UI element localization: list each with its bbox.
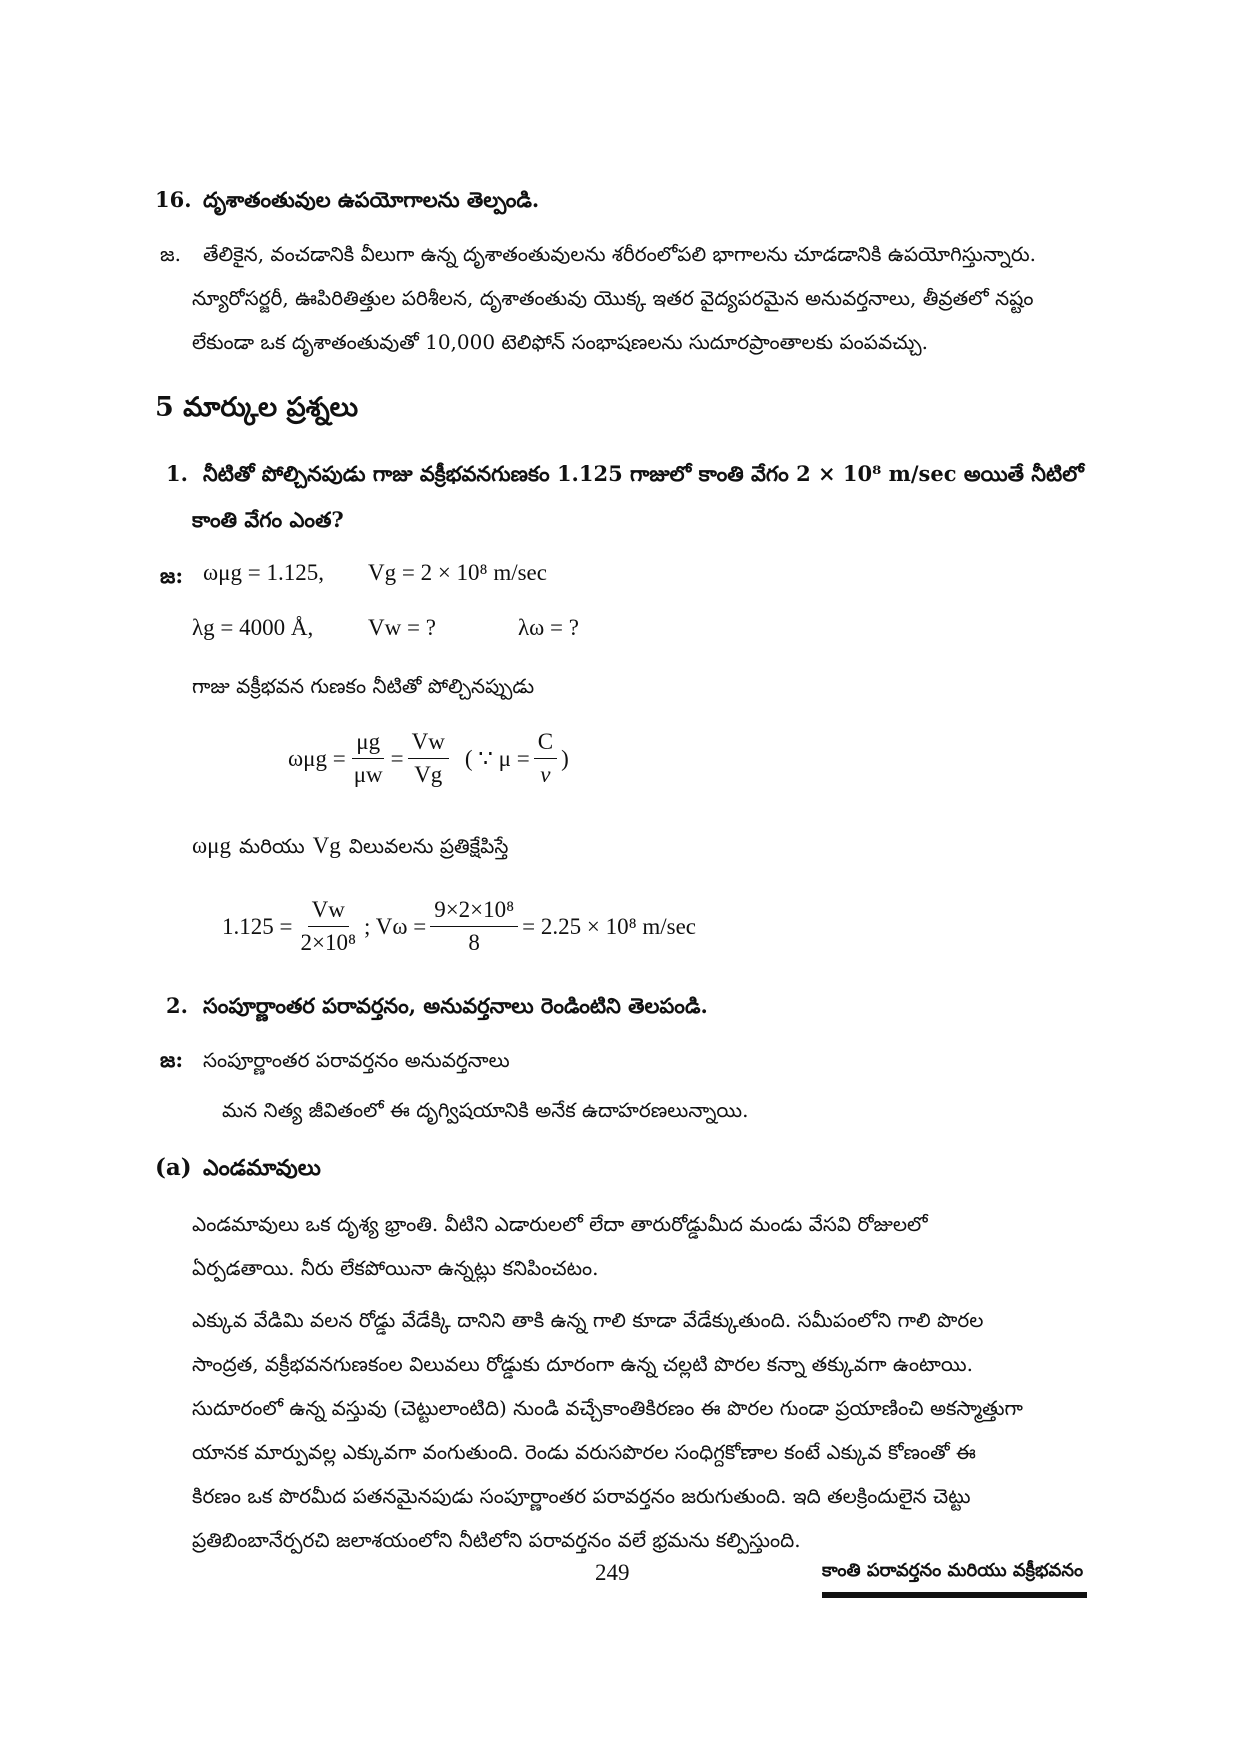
- sub-a-para1-line2: ఏర్పడతాయి. నీరు లేకపోయినా ఉన్నట్లు కనిపించటం.: [192, 1256, 599, 1280]
- eq1-equals: =: [390, 745, 404, 771]
- eq1-fraction-c-den: v: [540, 762, 551, 787]
- q16-question: దృశాతంతువుల ఉపయోగాలను తెల్పండి.: [203, 187, 540, 212]
- sub-a-para2-line1: ఎక్కువ వేడిమి వలన రోడ్డు వేడేక్కి దానిని తాకి ఉన్న గాలి కూడా వేడేక్కుతుంది. సమీపంలోని గాలి పొరల: [192, 1308, 984, 1332]
- q1-line1: నీటితో పోల్చినపుడు గాజు వక్రీభవనగుణకం 1.125 గాజులో కాంతి వేగం 2 × 10⁸ m/sec అయితే నీటిలో: [203, 461, 1084, 486]
- sub-a-para1-line1: ఎండమావులు ఒక దృశ్య భ్రాంతి. వీటిని ఎడారులలో లేదా తారురోడ్డుమీద మండు వేసవి రోజులలో: [192, 1212, 928, 1236]
- q1-number: 1.: [166, 461, 188, 486]
- sub-a-para2-line2: సాంద్రత, వక్రీభవనగుణకంల విలువలు రోడ్డుకు దూరంగా ఉన్న చల్లటి పొరల కన్నా తక్కువగా ఉంటాయి.: [192, 1352, 973, 1376]
- q2-answer-line1: సంపూర్ణాంతర పరావర్తనం అనువర్తనాలు: [203, 1048, 510, 1072]
- eq2-fraction-vw-num: Vw: [308, 896, 349, 927]
- equation-water-speed: [222, 896, 696, 957]
- sub-a-para2-line5: కిరణం ఒక పొరమీద పతనమైనపుడు సంపూర్ణాంతర పరావర్తనం జరుగుతుంది. ఇది తలక్రిందులైన చెట్టు: [192, 1484, 971, 1508]
- q16-answer-line3: లేకుండా ఒక దృశాతంతువుతో 10,000 టెలిఫోన్ సంభాషణలను సుదూరప్రాంతాలకు పంపవచ్చు.: [192, 330, 928, 354]
- q2-answer-label: జ:: [160, 1047, 184, 1072]
- sub-a-para2-line4: యానక మార్పువల్ల ఎక్కువగా వంగుతుంది. రెండు వరుసపొరల సంధిగ్దకోణాల కంటే ఎక్కువ కోణంతో ఈ: [192, 1440, 976, 1464]
- q1-sub-symbol-v: Vg: [312, 833, 341, 858]
- eq1-fraction-mu-num: μg: [352, 728, 384, 759]
- eq1-paren-close: ): [561, 745, 569, 771]
- q16-answer-line2: న్యూరోసర్జరీ, ఊపిరితిత్తుల పరిశీలన, దృశాతంతువు యొక్క ఇతర వైద్యపరమైన అనువర్తనాలు, తీవ్రతలో నష్టం: [192, 286, 1034, 310]
- q1-text-compare: గాజు వక్రీభవన గుణకం నీటితో పోల్చినప్పుడు: [192, 674, 535, 698]
- eq1-fraction-v: [408, 728, 449, 789]
- eq2-fraction-calc-num: 9×2×10⁸: [430, 896, 518, 927]
- eq1-fraction-c-num: C: [534, 728, 557, 759]
- q1-sub-symbol-mu: ωμg: [192, 833, 231, 858]
- eq2-fraction-vw-den: 2×10⁸: [300, 930, 356, 955]
- q16-answer-line1: తేలికైన, వంచడానికి వీలుగా ఉన్న దృశాతంతువులను శరీరంలోపలి భాగాలను చూడడానికి ఉపయోగిస్తున్నారు.: [203, 242, 1037, 266]
- q1-substitution-text: [192, 830, 508, 862]
- eq2-lhs: 1.125 =: [222, 913, 293, 939]
- q2-number: 2.: [166, 993, 188, 1018]
- eq1-lhs: ωμg =: [288, 745, 346, 771]
- q1-given-wavelength: λg = 4000 Å,: [192, 615, 314, 640]
- eq1-paren-open: ( ∵ μ =: [464, 745, 530, 771]
- chapter-title: కాంతి పరావర్తనం మరియు వక్రీభవనం: [822, 1560, 1084, 1581]
- eq1-fraction-c: [534, 728, 557, 789]
- section-title: 5 మార్కుల ప్రశ్నలు: [155, 392, 359, 423]
- eq2-fraction-calc: [430, 896, 518, 957]
- q1-sub-and: మరియు: [238, 834, 305, 858]
- sub-a-para2-line6: ప్రతిబింబానేర్పరచి జలాశయంలోని నీటిలోని పరావర్తనం వలే భ్రమను కల్పిస్తుంది.: [192, 1528, 801, 1552]
- q1-unknown-water-speed: Vw = ?: [368, 615, 436, 640]
- equation-refractive-ratio: [288, 728, 569, 789]
- q16-answer-label: జ.: [160, 242, 181, 266]
- q1-given-refractive-index: ωμg = 1.125,: [203, 560, 324, 585]
- sub-a-para2-line3: సుదూరంలో ఉన్న వస్తువు (చెట్టులాంటిది) నుండి వచ్చేకాంతికిరణం ఈ పొరల గుండా ప్రయాణించి అకస్మాత్తుగా: [192, 1396, 1023, 1420]
- q1-given-glass-speed: Vg = 2 × 10⁸ m/sec: [368, 560, 547, 585]
- eq1-fraction-mu-den: μw: [353, 762, 383, 787]
- q2-answer-line2: మన నిత్య జీవితంలో ఈ దృగ్విషయానికి అనేక ఉదాహరణలున్నాయి.: [222, 1098, 749, 1122]
- eq1-fraction-mu: [350, 728, 387, 789]
- q2-question: సంపూర్ణాంతర పరావర్తనం, అనువర్తనాలు రెండింటిని తెలపండి.: [203, 993, 708, 1018]
- sub-a-title: ఎండమావులు: [203, 1155, 321, 1181]
- footer-rule: [822, 1592, 1087, 1598]
- eq1-fraction-v-den: Vg: [414, 762, 443, 787]
- q1-sub-end: విలువలను ప్రతిక్షేపిస్తే: [348, 834, 509, 858]
- eq2-mid: ; Vω =: [363, 913, 427, 939]
- q1-unknown-water-wavelength: λω = ?: [518, 615, 579, 640]
- eq1-fraction-v-num: Vw: [408, 728, 449, 759]
- q16-number: 16.: [155, 187, 192, 212]
- q1-line2: కాంతి వేగం ఎంత?: [192, 507, 344, 532]
- page-number: 249: [595, 1560, 630, 1585]
- eq2-fraction-calc-den: 8: [468, 930, 480, 955]
- eq2-fraction-vw: [296, 896, 360, 957]
- q1-answer-label: జ:: [160, 563, 184, 588]
- eq2-result: = 2.25 × 10⁸ m/sec: [522, 913, 697, 939]
- sub-a-label: (a): [155, 1154, 192, 1181]
